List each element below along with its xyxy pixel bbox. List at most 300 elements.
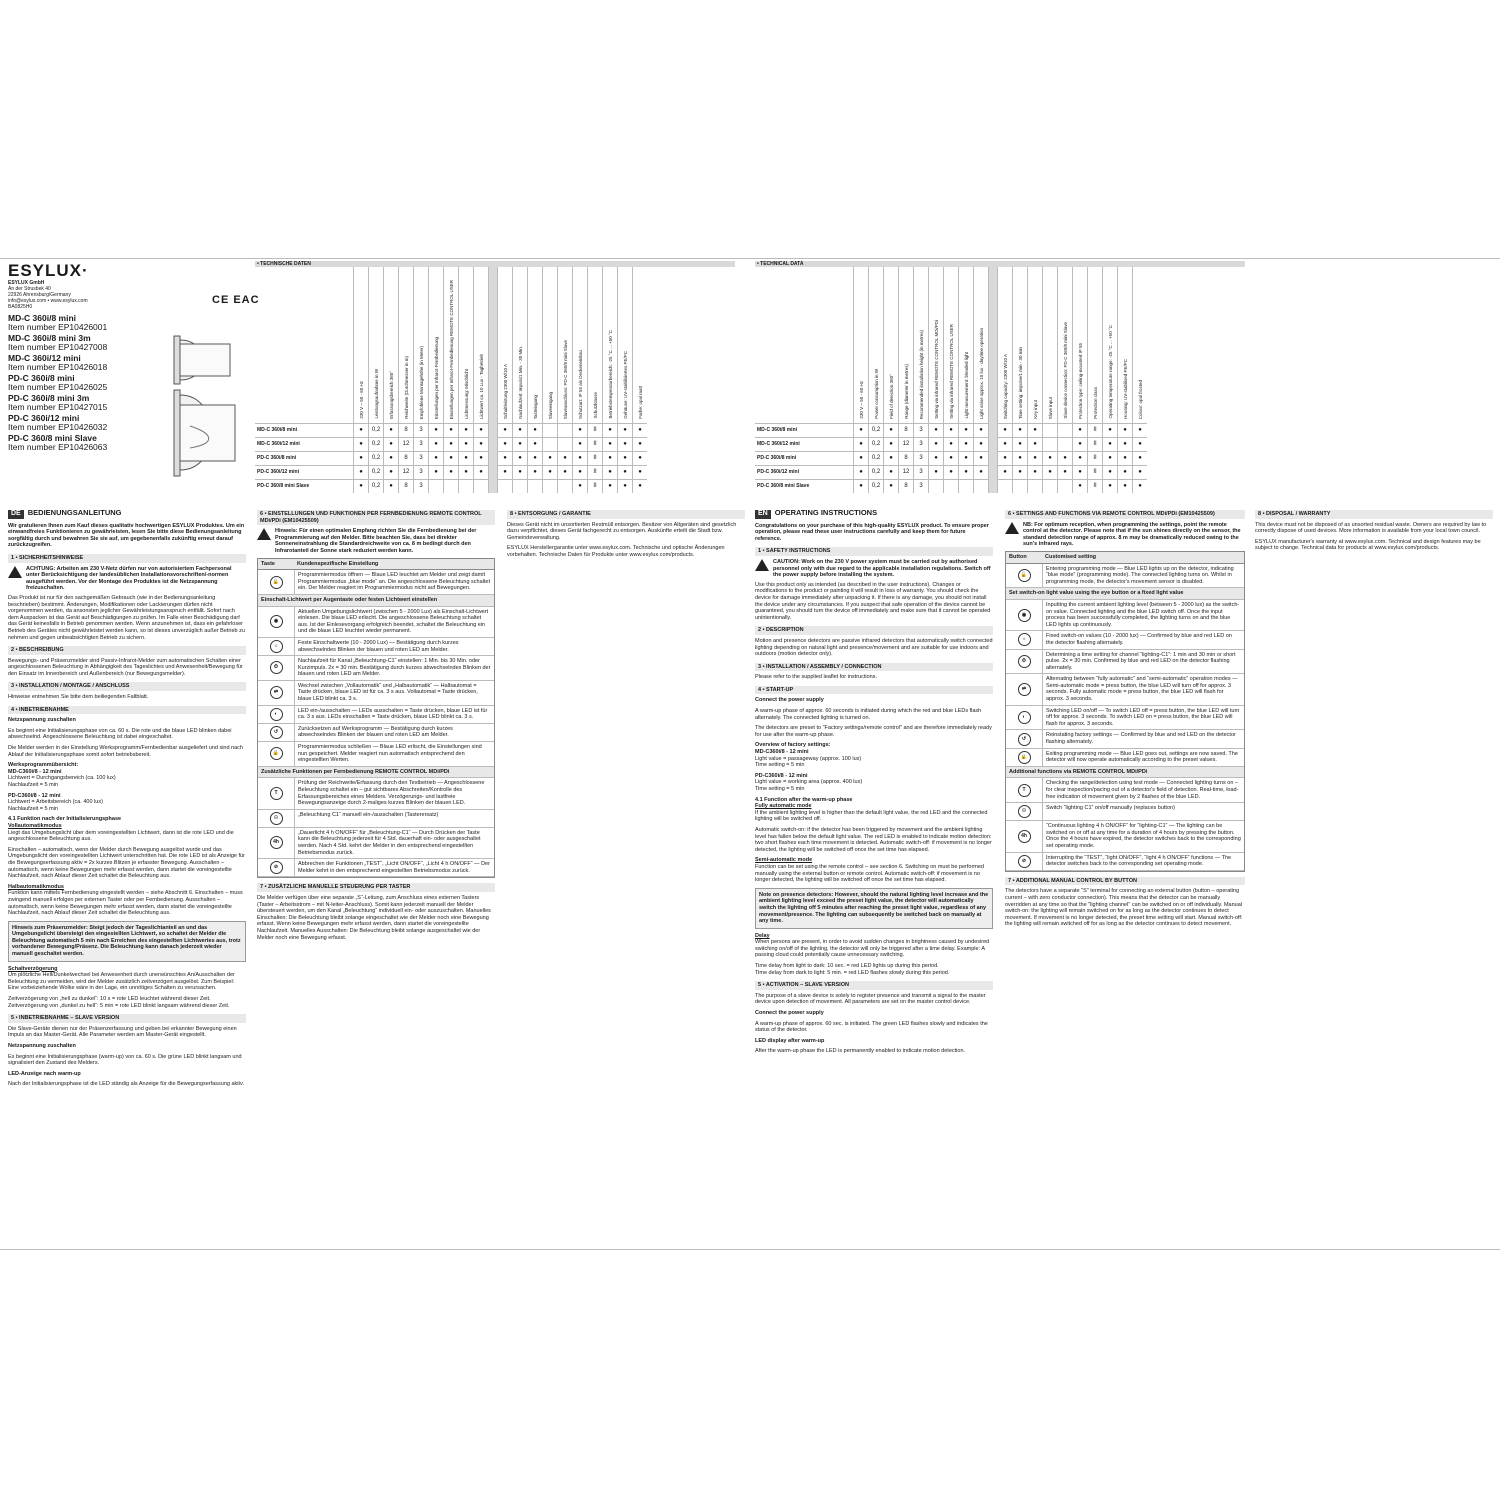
table-cell: ●: [429, 423, 443, 437]
table-subheading: Einschalt-Lichtwert per Augentaste oder festen Lichtwert einstellen: [258, 595, 494, 607]
table-cell: ●: [1028, 423, 1042, 437]
table-cell: ●: [1013, 437, 1027, 451]
column-header: Key input: [1033, 400, 1038, 419]
section-heading: 6 • EINSTELLUNGEN UND FUNKTIONEN PER FERNBEDIENUNG REMOTE CONTROL MDi/PDi (EM10425509): [257, 510, 495, 525]
table-cell: ●: [1028, 437, 1042, 451]
paragraph: Lichtwert = Arbeitsbereich (ca. 400 lux) Nachlaufzeit = 5 min: [8, 799, 103, 812]
column-header: Setting via infrared REMOTE CONTROL USER: [949, 324, 954, 419]
de-remote-column: [257, 510, 495, 945]
table-cell: [1058, 437, 1072, 451]
table-cell: ●: [1013, 465, 1027, 479]
table-subheading: Zusätzliche Funktionen per Fernbedienung REMOTE CONTROL MDi/PDi: [258, 767, 494, 779]
table-cell: [1028, 479, 1042, 493]
paragraph: A warm-up phase of approx. 60 sec. is initiated. The green LED flashes slowly and indicates the status of the detector.: [755, 1020, 988, 1034]
remote-button-cell: [1006, 749, 1043, 766]
table-cell: ●: [618, 451, 632, 465]
table-cell: ●: [618, 479, 632, 493]
table-row: [1006, 749, 1244, 767]
row-description: Nachlaufzeit für Kanal „Beleuchtung-C1“ einstellen: 1 Min. bis 30 Min. oder Kurzimpuls. 2x = 30 min. Bestätigung durch kurzes abwechselndes Blinken der blauen und roten LED am Melder.: [298, 658, 491, 678]
remote-button-icon: 🔓: [270, 576, 283, 589]
remote-button-cell: [258, 570, 295, 594]
remote-button-icon: ⊘: [270, 861, 283, 874]
column-header: Leistungsaufnahme in W: [374, 369, 379, 419]
column-header: Time setting: impulse/1 min - 30 min: [1018, 346, 1023, 419]
table-cell: ●: [603, 465, 617, 479]
table-cell: ●: [884, 465, 898, 479]
data-column: [1057, 267, 1072, 493]
paragraph: Bewegungs- und Präsenzmelder sind Passiv-Infrarot-Melder zum automatischen Schalten einer angeschlossenen Beleuchtung in Abhängigkeit des Tageslichtes und Anwesenheit/Bewegung für den Einsatz im Innenbereich und Außenbereich (nur Bewegungsmelder).: [8, 657, 243, 677]
table-cell: 3: [914, 479, 928, 493]
table-row: [1006, 650, 1244, 675]
language-badge: DE: [8, 510, 24, 519]
table-cell: ●: [959, 423, 973, 437]
table-row: [258, 706, 494, 724]
product-name: MD-C 360i/8 mini: [8, 313, 77, 323]
table-cell: [543, 437, 557, 451]
table-cell: ●: [354, 423, 368, 437]
remote-button-icon: ◉: [1018, 609, 1031, 622]
table-cell: ●: [854, 451, 868, 465]
item-number: Item number EP10426001: [8, 322, 108, 332]
table-cell: [558, 437, 572, 451]
table-cell: ●: [474, 437, 488, 451]
column-header: Switching capacity: 2300 W/10 A: [1003, 353, 1008, 419]
row-labels: [255, 267, 353, 493]
table-cell: ●: [573, 451, 587, 465]
table-cell: 3: [414, 451, 428, 465]
remote-button-cell: [1006, 778, 1043, 802]
table-cell: ●: [528, 451, 542, 465]
table-cell: ●: [1133, 465, 1147, 479]
table-cell: 8: [399, 479, 413, 493]
table-cell: ●: [1028, 451, 1042, 465]
table-cell: ●: [459, 451, 473, 465]
table-cell: ●: [633, 451, 647, 465]
row-description: Checking the range/detection using test mode — Connected lighting turns on – for clear inspection/pacing out of a detector's field of detection. Real-time, load-free indication of movement given by 2 flashes of the blue LED.: [1046, 780, 1239, 800]
table-cell: ●: [558, 451, 572, 465]
item-number: Item number EP10426032: [8, 422, 108, 432]
remote-button-cell: [258, 778, 295, 808]
table-cell: ●: [384, 465, 398, 479]
data-column: [1027, 267, 1042, 493]
paragraph: Das Produkt ist nur für den sachgemäßen Gebrauch (wie in der Bedienungsanleitung beschrieben) bestimmt. Änderungen, Modifikationen oder Lackierungen dürfen nicht vorgenommen werden, da ansonsten jeglicher Gewährleistungsanspruch entfällt. Sofort nach dem Auspacken ist das Gerät auf Beschädigungen zu prüfen. Im Falle einer Beschädigung darf das Gerät keinesfalls in Betrieb genommen werden. Wenn anzunehmen ist, dass ein gefahrloser Betrieb des Gerätes nicht gewährleistet werden kann, so ist dieses unverzüglich außer Betrieb zu nehmen und gegen unbeabsichtigten Betrieb zu sichern.: [8, 594, 245, 641]
column-separator: [488, 267, 497, 493]
remote-button-cell: [258, 607, 295, 637]
paragraph: Please refer to the supplied leaflet for instructions.: [755, 674, 877, 681]
column-header: Schutzklasse: [593, 392, 598, 419]
table-cell: ●: [528, 465, 542, 479]
table-cell: 3: [914, 465, 928, 479]
remote-button-cell: [1006, 631, 1043, 648]
data-column: [383, 267, 398, 493]
data-column: [1012, 267, 1027, 493]
data-column: [883, 267, 898, 493]
product-name: PD-C 360i/12 mini: [8, 413, 80, 423]
table-cell: ●: [429, 465, 443, 479]
table-cell: ●: [384, 451, 398, 465]
table-cell: 3: [914, 437, 928, 451]
column-header: Housing: UV-stabilised PE/PC: [1123, 358, 1128, 419]
table-cell: 12: [899, 465, 913, 479]
table-cell: ●: [959, 465, 973, 479]
table-cell: ●: [998, 451, 1012, 465]
table-row: [258, 859, 494, 877]
technical-data-grid: [755, 267, 1245, 493]
table-cell: ●: [1073, 465, 1087, 479]
table-cell: ●: [633, 437, 647, 451]
data-column: [458, 267, 473, 493]
column-header: Einstellungen per Infrarot-Fernbedienung: [434, 336, 439, 419]
column-header: Taste: [261, 560, 275, 567]
table-cell: ●: [573, 423, 587, 437]
table-cell: 0,2: [369, 465, 383, 479]
remote-button-cell: [258, 638, 295, 655]
table-cell: ●: [929, 423, 943, 437]
paragraph: After the warm-up phase the LED is permanently enabled to indicate motion detection.: [755, 1048, 966, 1055]
table-cell: ●: [1118, 437, 1132, 451]
product-entry: [8, 354, 158, 372]
table-cell: II: [588, 423, 602, 437]
table-row: [1006, 730, 1244, 748]
remote-button-cell: [258, 810, 295, 827]
product-list: [8, 314, 158, 454]
table-cell: ●: [944, 423, 958, 437]
data-column: [443, 267, 458, 493]
table-cell: ●: [998, 465, 1012, 479]
remote-button-cell: [1006, 600, 1043, 630]
data-column: [617, 267, 632, 493]
table-cell: 0,2: [869, 451, 883, 465]
row-label: PD-C 360/8 mini Slave: [755, 479, 853, 493]
subheading: PD-C360i/8 - 12 mini: [755, 772, 808, 779]
column-header: Field of detection 360°: [889, 374, 894, 419]
paragraph: Die Melder verfügen über eine separate „S“-Leitung, zum Anschluss eines externen Tasters (Taster – Arbeitsstrom – mit N-leiter-Anschluss). Somit kann jederzeit manuell der Melder übersteuert werden, um den Kanal „Beleuchtung“ individuell ein- oder auszuschalten. Manuelles Einschalten: Die Beleuchtung bleibt solange eingeschaltet wie der Melder noch eine Bewegung erfasst. Wenn keine Bewegungen mehr erfasst werden, dann startet die voreingestellte Nachlaufzeit. Manuelles Ausschalten: Die Beleuchtung bleibt solange ausgeschaltet wie der Melder noch eine Bewegung erfasst.: [257, 894, 491, 941]
table-cell: [429, 479, 443, 493]
paragraph: If the ambient lighting level is higher than the default light value, the red LED and the connected lighting will be switched off.: [755, 809, 988, 823]
table-cell: 0,2: [369, 437, 383, 451]
paragraph: ESYLUX manufacturer's warranty at www.esylux.com. Technical and design features may be subject to change. Technical data for products at www.esylux.com/products.: [1255, 538, 1481, 552]
remote-button-cell: [1006, 674, 1043, 704]
data-column: [587, 267, 602, 493]
remote-button-icon: ⊘: [1018, 855, 1031, 868]
column-header: 230 V ~ 50 - 60 Hz: [859, 381, 864, 419]
en-remote-column: [1005, 510, 1245, 932]
table-cell: ●: [498, 465, 512, 479]
warning-text: ACHTUNG: Arbeiten am 230 V-Netz dürfen nur von autorisiertem Fachpersonal unter Berücksichtigung der landesüblichen Installationsvorschriften/-normen ausgeführt werden. Vor der Montage des Produktes ist die Netzspannung freizuschalten.: [26, 565, 232, 592]
product-entry: [8, 394, 158, 412]
row-label: MD-C 360i/8 mini: [255, 423, 353, 437]
note-block: [1005, 522, 1245, 548]
table-cell: ●: [384, 437, 398, 451]
column-header: Recommended installation height (in metres): [919, 329, 924, 419]
table-row: [1006, 706, 1244, 731]
row-description: Fixed switch-on values (10 - 2000 lux) — Confirmed by blue and red LED on the detector flashing alternately.: [1046, 633, 1232, 646]
column-header: Operating temperature range: -25 °C ... +50 °C: [1108, 325, 1113, 419]
table-cell: II: [1088, 437, 1102, 451]
table-row: [258, 810, 494, 828]
paragraph: Funktion kann mittels Fernbedienung eingestellt werden – siehe Abschnitt 6. Einschalten – muss zwingend manuell erfolgen per externen Taster oder per Fernbedienung. Ausschalten – automatisch, wenn keine Bewegungen mehr erfasst werden, dann startet die voreingestellte Nachlaufzeit, nach Ablauf dieser Zeit schaltet die Beleuchtung aus.: [8, 890, 243, 917]
row-label: PD-C 360i/12 mini: [255, 465, 353, 479]
remote-button-icon: ◐: [270, 708, 283, 721]
subheading: Halbautomatikmodus: [8, 883, 64, 890]
column-header: Kundenspezifische Einstellung: [297, 560, 379, 567]
remote-button-icon: ↺: [1018, 733, 1031, 746]
table-cell: ●: [1103, 423, 1117, 437]
column-header: Setting via infrared REMOTE CONTROL MDi/PDi: [934, 320, 939, 419]
table-cell: [558, 479, 572, 493]
section-heading: 5 • ACTIVATION – SLAVE VERSION: [755, 981, 993, 990]
subheading: Werksprogrammübersicht:: [8, 762, 79, 769]
column-separator: [988, 267, 997, 493]
table-cell: 0,2: [869, 437, 883, 451]
paragraph: Time delay from light to dark: 10 sec. = red LED lights up during this period. Time delay from dark to light: 5 min. = red LED flashes slowly during this period.: [755, 963, 950, 976]
large-sensor-drawing: [174, 390, 235, 476]
row-description: Interrupting the “TEST”, “light ON/OFF”, “light 4 h ON/OFF” functions — The detector switches back to the corresponding set operating mode.: [1046, 854, 1232, 868]
data-column: [853, 267, 868, 493]
table-cell: ●: [573, 465, 587, 479]
manual-title: OPERATING INSTRUCTIONS: [774, 508, 878, 517]
data-columns: [353, 267, 647, 493]
subheading: 4.1 Function after the warm-up phase: [755, 796, 853, 803]
data-column: [997, 267, 1012, 493]
remote-button-cell: [258, 742, 295, 766]
table-cell: ●: [1058, 451, 1072, 465]
item-number: Item number EP10426063: [8, 442, 108, 452]
table-cell: ●: [444, 451, 458, 465]
table-cell: ●: [944, 437, 958, 451]
remote-button-icon: ⏱: [270, 661, 283, 674]
paragraph: Um plötzliche Hell/Dunkelwechsel bei Anwesenheit durch unerwünschtes An/Ausschalten der Beleuchtung zu vermeiden, wird der Melder zusätzlich zeitverzögert ausgelöst. Zum Beispiel: Eine vorbeiziehende Wolke wäre in der Lage, ein unnötiges Schalten zu verursachen.: [8, 972, 235, 992]
table-cell: 3: [414, 423, 428, 437]
table-cell: ●: [884, 423, 898, 437]
subheading: Overview of factory settings:: [755, 742, 831, 749]
warning-block: [755, 559, 993, 579]
section-heading: 3 • INSTALLATION / ASSEMBLY / CONNECTION: [755, 663, 993, 672]
row-description: Abbrechen der Funktionen „TEST“, „Licht ON/OFF“, „Licht 4 h ON/OFF“ — Der Melder kehrt in den entsprechend eingestellten Betriebsmodus zurück.: [298, 861, 490, 874]
table-cell: ●: [974, 423, 988, 437]
table-cell: ●: [513, 423, 527, 437]
table-cell: ●: [543, 465, 557, 479]
table-cell: ●: [1073, 479, 1087, 493]
table-row: [258, 778, 494, 809]
table-cell: ●: [1118, 451, 1132, 465]
technical-data-title: • TECHNISCHE DATEN: [255, 261, 735, 267]
technical-data-de: [255, 261, 735, 493]
table-cell: ●: [1118, 479, 1132, 493]
table-cell: ●: [854, 479, 868, 493]
row-description: Entering programming mode — Blue LED lights up on the detector, indicating “blue mode” (programming mode). The connected lighting turns on. Whilst in programming mode, the detector's movement sensor is disabled.: [1046, 565, 1234, 585]
table-cell: [513, 479, 527, 493]
row-description: „Dauerlicht 4 h ON/OFF“ für „Beleuchtung-C1“ — Durch Drücken der Taste kann die Beleuchtung jederzeit für 4 Std. dauerhaft ein- oder ausgeschaltet werden. Nach 4 Std. kehrt der Melder in den entsprechend eingestellten Betriebsmodus zurück.: [298, 829, 481, 856]
table-cell: ●: [618, 465, 632, 479]
column-header: Nachlaufzeit: Impuls/1 Min. - 30 Min.: [518, 346, 523, 419]
table-cell: ●: [1058, 465, 1072, 479]
table-cell: ●: [513, 437, 527, 451]
data-column: [913, 267, 928, 493]
data-column: [527, 267, 542, 493]
data-columns: [853, 267, 1147, 493]
subheading: MD-C360i/8 - 12 mini: [8, 768, 62, 775]
table-cell: [1058, 479, 1072, 493]
table-cell: II: [1088, 465, 1102, 479]
table-cell: [444, 479, 458, 493]
table-cell: ●: [429, 451, 443, 465]
table-cell: ●: [1103, 479, 1117, 493]
section-title: [8, 510, 246, 519]
row-description: Aktuellen Umgebungslichtwert (zwischen 5 - 2000 Lux) als Einschalt-Lichtwert einlesen. Die blaue LED erlischt. Die angeschlossene Beleuchtung schaltet aus. Ist der Einlesevorgang erfolgreich beendet, schaltet die Beleuchtung ein und die blaue LED leuchtet wieder permanent.: [298, 608, 489, 635]
subheading: Fully automatic mode: [755, 803, 812, 810]
intro-text: Congratulations on your purchase of this high-quality ESYLUX product. To ensure proper operation, please read these user instructions carefully and keep them for future reference.: [755, 522, 989, 542]
paragraph: ESYLUX Herstellergarantie unter www.esylux.com. Technische und optische Änderungen vorbehalten. Technische Daten für Produkte unter www.esylux.com/products.: [507, 545, 725, 558]
table-cell: 8: [899, 451, 913, 465]
table-cell: ●: [959, 437, 973, 451]
table-cell: ●: [543, 451, 557, 465]
table-cell: 0,2: [869, 479, 883, 493]
remote-button-icon: ↺: [270, 726, 283, 739]
remote-button-icon: ⏱: [1018, 655, 1031, 668]
table-cell: ●: [959, 451, 973, 465]
en-disposal-column: [1255, 510, 1493, 556]
table-row: [1006, 853, 1244, 871]
section-heading: 2 • DESCRIPTION: [755, 626, 993, 635]
row-labels: [755, 267, 853, 493]
table-cell: ●: [1118, 423, 1132, 437]
row-description: Prüfung der Reichweite/Erfassung durch den Testbetrieb — Angeschlossene Beleuchtung schaltet ein – gut sichtbares Abschreiten/Kontrolle des Erfassungsbereiches eines Melders. Verzögerungs- und lastfreie Bewegungsanzeige durch 2-maliges kurzes Blinken der blauen LED.: [298, 780, 485, 807]
technical-data-en: [755, 261, 1245, 493]
remote-button-icon: T: [1018, 784, 1031, 797]
section-heading: 5 • INBETRIEBNAHME – SLAVE VERSION: [8, 1014, 246, 1023]
table-cell: ●: [384, 479, 398, 493]
item-number: Item number EP10426025: [8, 382, 108, 392]
table-cell: II: [1088, 479, 1102, 493]
warning-icon: [1005, 522, 1019, 534]
column-header: Light value approx. 10 lux - daytime operation: [979, 327, 984, 419]
table-cell: 0,2: [869, 465, 883, 479]
table-cell: ●: [854, 465, 868, 479]
table-cell: [1043, 479, 1057, 493]
column-header: Slaveanschluss: PD-C 360/8 mini Slave: [563, 339, 568, 419]
remote-button-cell: [258, 656, 295, 680]
data-column: [1102, 267, 1117, 493]
remote-button-icon: 🔒: [270, 747, 283, 760]
company-name: ESYLUX GmbH: [8, 280, 45, 286]
remote-button-cell: [1006, 706, 1043, 730]
row-description: LED ein-/ausschalten — LEDs ausschalten = Taste drücken, blaue LED ist für ca. 3 s aus. LEDs einschalten = Taste drücken, blaue LED blinkt ca. 3 s.: [298, 707, 488, 721]
remote-button-icon: ⇄: [1018, 683, 1031, 696]
column-header: Power consumption in W: [874, 369, 879, 419]
column-header: Light measurement: blended light: [964, 352, 969, 419]
company-line: An der Strusbek 40: [8, 286, 51, 292]
paragraph: Nach der Initialisierungsphase ist die LED ständig als Anzeige für die Bewegungserfassung aktiv.: [8, 1081, 244, 1088]
bullet-heading: LED display after warm-up: [755, 1037, 825, 1044]
column-header: Erfassungsbereich 360°: [389, 371, 394, 419]
table-cell: ●: [944, 465, 958, 479]
section-heading: 8 • DISPOSAL / WARRANTY: [1255, 510, 1493, 519]
table-cell: [474, 479, 488, 493]
row-description: Programmiermodus öffnen — Blaue LED leuchtet am Melder und zeigt damit Programmiermodus „blue mode“ an. Die angeschlossene Beleuchtung schaltet ein. Der Melder reagiert im Programmiermodus nicht auf Bewegungen.: [298, 572, 490, 592]
table-cell: ●: [444, 465, 458, 479]
paragraph: Die Melder werden in der Einstellung Werksprogramm/Fernbedienbar ausgeliefert und sind nach Ablauf der Initialisierungsphase somit sofort betriebsbereit.: [8, 745, 243, 758]
row-description: Inputting the current ambient lighting level (between 5 - 2000 lux) as the switch-on value. Connected lighting and the blue LED switch off. Once the input process has been successfully completed, the lighting turns on and the blue LED lights up continuously.: [1046, 601, 1240, 628]
de-disposal-column: [507, 510, 745, 563]
row-description: Zurücksetzen auf Werksprogramm — Bestätigung durch kurzes abwechselndes Blinken der blauen und roten LED am Melder.: [298, 725, 453, 739]
remote-button-cell: [1006, 821, 1043, 851]
row-description: Reinstating factory settings — Confirmed by blue and red LED on the detector flashing alternately.: [1046, 732, 1236, 746]
warning-icon: [8, 566, 22, 578]
data-column: [428, 267, 443, 493]
paragraph: Lichtwert = Durchgangsbereich (ca. 100 lux) Nachlaufzeit = 5 min: [8, 775, 116, 788]
product-name: PD-C 360i/8 mini: [8, 373, 75, 383]
table-cell: ●: [1103, 451, 1117, 465]
warning-icon: [257, 528, 271, 540]
column-header: Betriebstemperaturbereich: -25 °C ... +50 °C: [608, 330, 613, 419]
table-cell: ●: [384, 423, 398, 437]
data-column: [602, 267, 617, 493]
table-cell: ●: [998, 437, 1012, 451]
table-cell: [998, 479, 1012, 493]
table-cell: ●: [444, 437, 458, 451]
table-cell: II: [588, 451, 602, 465]
de-instructions-column: [8, 510, 246, 1092]
data-column: [1117, 267, 1132, 493]
remote-button-cell: [258, 859, 295, 876]
table-cell: II: [1088, 423, 1102, 437]
paragraph: When persons are present, in order to avoid sudden changes in brightness caused by undesired switching on/off of the lighting, the detector will only be triggered after a time delay. Example: A passing cloud could potentially cause unnecessary switching.: [755, 939, 990, 959]
table-cell: ●: [884, 437, 898, 451]
remote-button-icon: 🔒: [1018, 751, 1031, 764]
section-heading: 2 • BESCHREIBUNG: [8, 646, 246, 655]
column-header: Range (diameter in metres): [904, 364, 909, 419]
table-cell: ●: [498, 423, 512, 437]
table-cell: ●: [573, 437, 587, 451]
table-cell: [1013, 479, 1027, 493]
table-cell: ●: [354, 437, 368, 451]
remote-button-icon: 4h: [270, 836, 283, 849]
company-address: [8, 280, 128, 310]
remote-button-icon: 4h: [1018, 830, 1031, 843]
data-column: [398, 267, 413, 493]
data-column: [973, 267, 988, 493]
paragraph: A warm-up phase of approx. 60 seconds is initiated during which the red and blue LEDs flash alternately. The connected lighting is turned on.: [755, 708, 982, 721]
paragraph: Use this product only as intended (as described in the user instructions). Changes or modifications to the product or painting it will result in loss of warranty. You should check the device for damage immediately after unpacking it. If there is any damage, you should not install the device under any circumstances. If you suspect that safe operation of the device cannot be guaranteed, you should turn the device off immediately and make sure that it cannot be operated unintentionally.: [755, 581, 991, 621]
table-cell: [558, 423, 572, 437]
column-header: Tasteingang: [533, 394, 538, 419]
table-row: [1006, 600, 1244, 631]
paragraph: This device must not be disposed of as unsorted residual waste. Owners are required by law to correctly dispose of used devices. More information is available from your local town council.: [1255, 521, 1487, 535]
table-cell: ●: [1118, 465, 1132, 479]
table-cell: ●: [528, 423, 542, 437]
column-header: Gehäuse: UV-stabilisiertes PE/PC: [623, 351, 628, 419]
table-cell: ●: [1133, 451, 1147, 465]
table-cell: [974, 479, 988, 493]
table-cell: ●: [498, 451, 512, 465]
table-cell: ●: [573, 479, 587, 493]
remote-functions-table: [1005, 551, 1245, 872]
warning-block: [8, 566, 246, 592]
note-text: Hinweis: Für einen optimalen Empfang richten Sie die Fernbedienung bei der Programmierung auf den Melder. Bitte beachten Sie, dass bei direkter Sonneneinstrahlung die Standardreichweite von ca. 8 m bedingt durch den Infrarotanteil der Sonne stark reduziert werden kann.: [275, 528, 477, 554]
column-header: Button: [1009, 553, 1027, 560]
column-header: Schaltleistung 2300 W/10 A: [503, 363, 508, 419]
company-line: info@esylux.com • www.esylux.com: [8, 298, 88, 304]
table-cell: ●: [974, 437, 988, 451]
note-box: Note on presence detectors: However, should the natural lighting level increase and the ambient lighting level exceed the preset light value, the detector will automatically switch the lighting off 5 minutes after reaching the preset light value, regardless of any movement/presence. The lighting can subsequently be switched back on manually at any time.: [755, 888, 993, 929]
section-heading: 7 • ADDITIONAL MANUAL CONTROL BY BUTTON: [1005, 877, 1245, 886]
subheading: MD-C360i/8 - 12 mini: [755, 749, 809, 756]
table-subheading: Set switch-on light value using the eye button or a fixed light value: [1006, 588, 1244, 600]
product-entry: [8, 434, 158, 452]
paragraph: Light value = passageway (approx. 100 lux) Time setting = 5 min: [755, 755, 862, 769]
data-column: [368, 267, 383, 493]
